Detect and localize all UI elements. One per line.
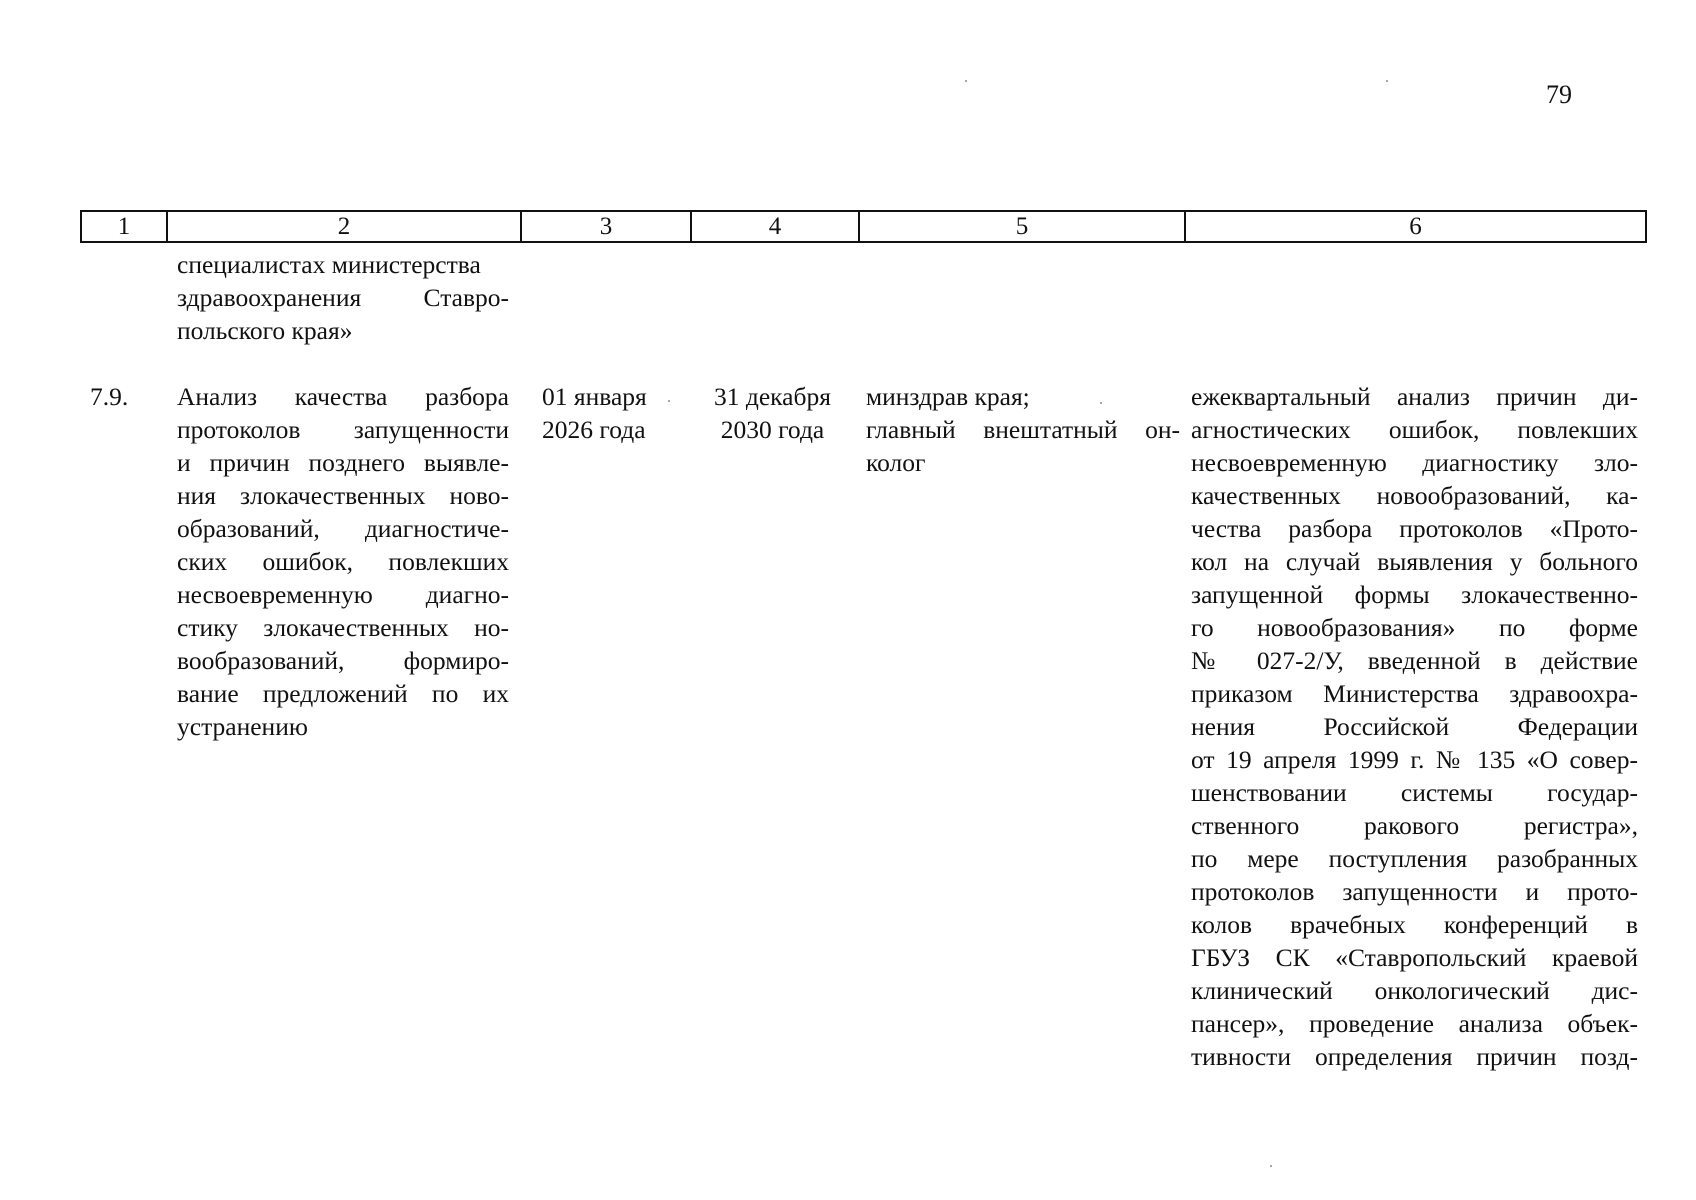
text-line: минздрав края; [866, 382, 1030, 411]
text-line: несвоевременную диагностику зло- [1191, 448, 1638, 477]
column-header-1: 1 [82, 212, 168, 241]
text-line: приказом Министерства здравоохра- [1191, 679, 1638, 708]
text-line: от 19 апреля 1999 г. № 135 «О совер- [1191, 745, 1638, 774]
table-header-row [80, 210, 1647, 243]
text-line: вообразований, формиро- [177, 646, 509, 675]
text-line: здравоохранения Ставро- [177, 283, 509, 312]
scan-speck [1386, 80, 1388, 82]
text-line: устранению [177, 712, 308, 741]
text-line: вание предложений по их [177, 679, 509, 708]
text-line: польского края» [177, 316, 353, 345]
text-line: ГБУЗ СК «Ставропольский краевой [1191, 943, 1638, 972]
text-line: стику злокачественных но- [177, 613, 509, 642]
start-date [542, 380, 667, 446]
column-header-2: 2 [168, 212, 522, 241]
scan-speck [1270, 1165, 1272, 1167]
text-line: чества разбора протоколов «Прото- [1191, 514, 1638, 543]
text-line: нения Российской Федерации [1191, 712, 1638, 741]
text-line: пансер», проведение анализа объек- [1191, 1009, 1638, 1038]
text-line: несвоевременную диагно- [177, 580, 509, 609]
text-line: 2026 года [542, 415, 646, 444]
expected-result [1191, 380, 1638, 1073]
text-line: кол на случай выявления у больного [1191, 547, 1638, 576]
scan-speck [965, 80, 967, 82]
responsible-party [866, 380, 1180, 479]
text-line: 31 декабря [714, 382, 831, 411]
text-line: шенствовании системы государ- [1191, 778, 1638, 807]
text-line: колов врачебных конференций в [1191, 910, 1638, 939]
text-line: ежеквартальный анализ причин ди- [1191, 382, 1638, 411]
text-line: Анализ качества разбора [177, 382, 509, 411]
scan-speck [668, 400, 670, 402]
text-line: агностических ошибок, повлекших [1191, 415, 1638, 444]
page-number: 79 [1546, 80, 1572, 109]
column-header-6: 6 [1409, 213, 1422, 240]
text-line: образований, диагностиче- [177, 514, 509, 543]
text-line: качественных новообразований, ка- [1191, 481, 1638, 510]
text-line: по мере поступления разобранных [1191, 844, 1638, 873]
text-line: го новообразования» по форме [1191, 613, 1638, 642]
text-line: 01 января [542, 382, 647, 411]
text-line: № 027-2/У, введенной в действие [1191, 646, 1638, 675]
row-description [177, 380, 509, 743]
text-line: запущенной формы злокачественно- [1191, 580, 1638, 609]
continuation-text [177, 248, 509, 347]
text-line: ния злокачественных ново- [177, 481, 509, 510]
text-line: ственного ракового регистра», [1191, 811, 1638, 840]
text-line: главный внештатный он- [866, 415, 1180, 444]
end-date [700, 380, 845, 446]
text-line: и причин позднего выявле- [177, 448, 509, 477]
text-line: клинический онкологический дис- [1191, 976, 1638, 1005]
text-line: протоколов запущенности и прото- [1191, 877, 1638, 906]
column-header-3: 3 [522, 212, 692, 241]
text-line: колог [866, 448, 926, 477]
column-header-4: 4 [692, 212, 860, 241]
column-header-5: 5 [860, 212, 1186, 241]
text-line: протоколов запущенности [177, 415, 509, 444]
text-line: специалистах министерства [177, 250, 481, 279]
scan-speck [1100, 402, 1102, 404]
text-line: тивности определения причин позд- [1191, 1042, 1638, 1071]
text-line: 2030 года [720, 415, 825, 444]
row-number: 7.9. [90, 382, 129, 411]
text-line: ских ошибок, повлекших [177, 547, 509, 576]
